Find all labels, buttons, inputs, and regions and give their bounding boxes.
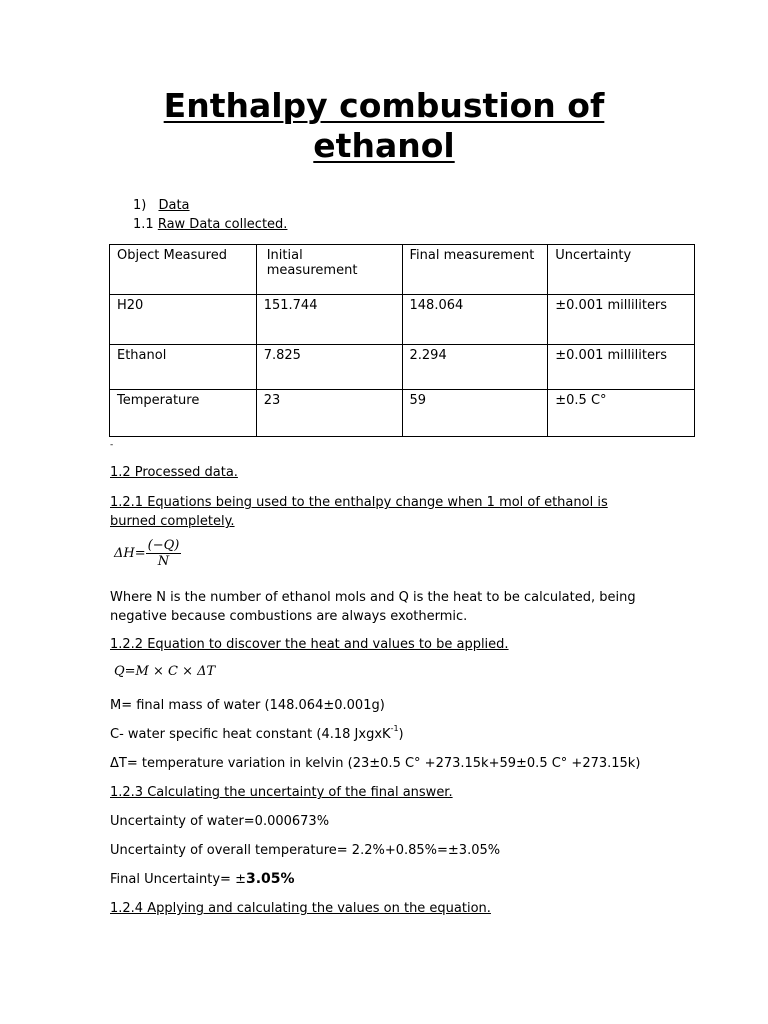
raw-data-table (109, 244, 695, 437)
table-cell: 2.294 (402, 345, 548, 390)
stray-mark: - (110, 440, 114, 450)
table-cell: H20 (110, 295, 257, 345)
section-number: 1) (133, 198, 147, 213)
enthalpy-numerator: (−Q) (147, 538, 180, 553)
temperature-uncertainty: Uncertainty of overall temperature= 2.2%+0.85%=±3.05% (110, 843, 501, 858)
final-uncertainty-value: 3.05% (245, 871, 295, 887)
title-line-2: ethanol (313, 126, 455, 165)
enthalpy-denominator: N (157, 554, 170, 569)
specific-heat-text: C- water specific heat constant (4.18 JxgxK (110, 727, 391, 742)
enthalpy-equation-lhs: ΔH= (114, 546, 146, 561)
specific-heat-close: ) (398, 727, 404, 742)
final-uncertainty (110, 871, 295, 888)
mass-definition: M= final mass of water (148.064±0.001g) (110, 698, 385, 713)
table-cell: Temperature (110, 390, 257, 437)
section-data-heading (133, 198, 190, 214)
table-cell: Ethanol (110, 345, 257, 390)
section-label: Data (158, 198, 190, 213)
table-header-cell: Uncertainty (548, 245, 695, 295)
enthalpy-fraction (146, 538, 182, 569)
apply-values-heading: 1.2.4 Applying and calculating the values on the equation. (110, 901, 491, 916)
table-cell: ±0.001 milliliters (548, 295, 695, 345)
table-cell: 148.064 (402, 295, 548, 345)
final-uncertainty-label: Final Uncertainty= ± (110, 872, 246, 887)
title-line-1: Enthalpy combustion of (163, 86, 605, 125)
equation-1-heading: 1.2.1 Equations being used to the enthalpy change when 1 mol of ethanol is burned completely. (110, 495, 608, 529)
equation-1-explanation: Where N is the number of ethanol mols and Q is the heat to be calculated, being negative because combustions are always exothermic. (110, 590, 636, 624)
processed-data-heading: 1.2 Processed data. (110, 465, 238, 480)
heat-equation: Q=M × C × ΔT (114, 664, 216, 679)
table-row (110, 295, 695, 345)
table-cell: 23 (256, 390, 402, 437)
table-cell: 59 (402, 390, 548, 437)
table-cell: 7.825 (256, 345, 402, 390)
subsection-number: 1.1 (133, 217, 154, 232)
table-cell: ±0.001 milliliters (548, 345, 695, 390)
enthalpy-equation (114, 538, 181, 569)
document-title (0, 86, 768, 166)
subsection-raw-data-heading (133, 217, 287, 233)
table-row (110, 390, 695, 437)
specific-heat-exponent: -1 (390, 724, 399, 733)
table-row (110, 345, 695, 390)
equation-2-heading: 1.2.2 Equation to discover the heat and values to be applied. (110, 637, 509, 652)
water-uncertainty: Uncertainty of water=0.000673% (110, 814, 330, 829)
temperature-variation-definition: ΔT= temperature variation in kelvin (23±0.5 C° +273.15k+59±0.5 C° +273.15k) (110, 756, 641, 771)
table-header-cell: Initial measurement (256, 245, 402, 295)
table-cell: ±0.5 C° (548, 390, 695, 437)
table-header-cell: Object Measured (110, 245, 257, 295)
table-cell: 151.744 (256, 295, 402, 345)
uncertainty-heading: 1.2.3 Calculating the uncertainty of the final answer. (110, 785, 453, 800)
table-header-row (110, 245, 695, 295)
table-header-cell: Final measurement (402, 245, 548, 295)
subsection-label: Raw Data collected. (157, 217, 288, 232)
specific-heat-definition (110, 724, 404, 743)
